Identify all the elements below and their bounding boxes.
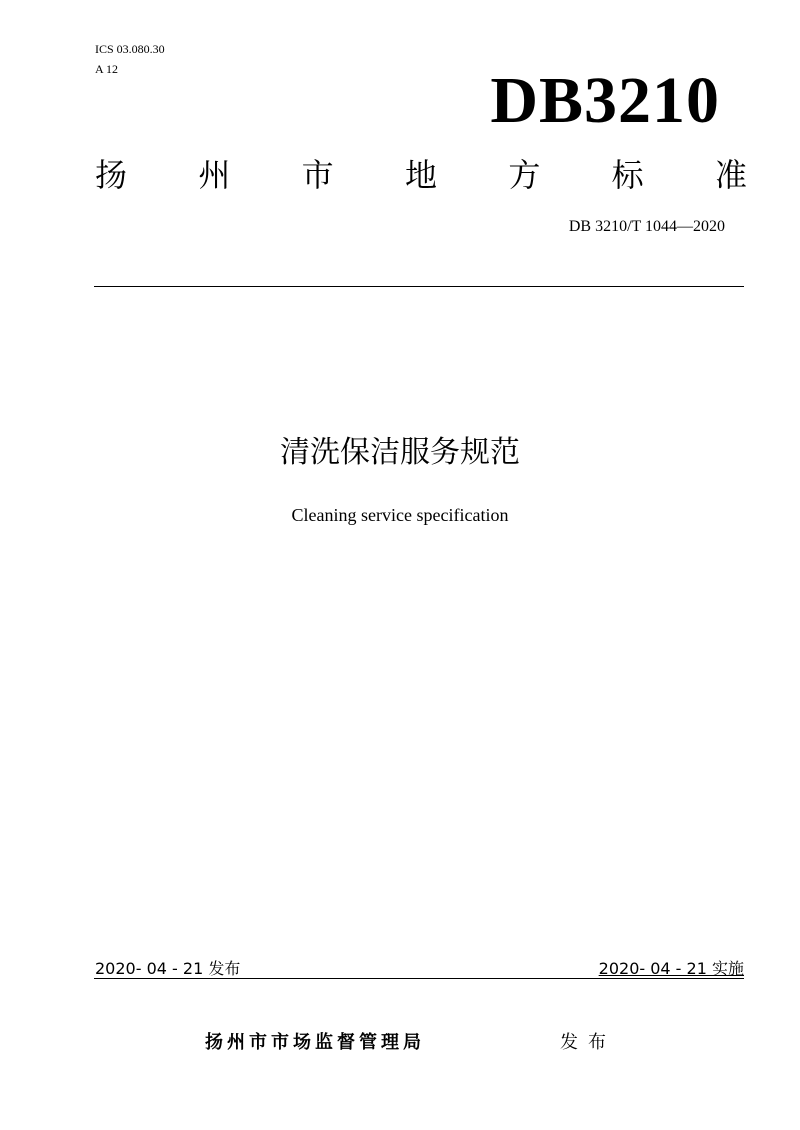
standard-number: DB 3210/T 1044—2020 <box>568 218 725 235</box>
standard-type-char: 标 <box>611 156 644 194</box>
ics-code: ICS 03.080.30 <box>95 42 165 56</box>
standard-type-char: 市 <box>301 156 334 194</box>
publish-label: 发布 <box>560 1032 616 1053</box>
implementation-date: 2020- 04 - 21 实施 <box>598 959 744 978</box>
document-title-english: Cleaning service specification <box>291 505 509 525</box>
document-title-chinese: 清洗保洁服务规范 <box>280 435 520 470</box>
standard-type-char: 准 <box>714 156 747 194</box>
header-divider <box>94 286 744 287</box>
standard-type-char: 州 <box>198 156 231 194</box>
classification-code: A 12 <box>95 62 119 76</box>
publisher-name: 扬州市市场监督管理局 <box>205 1032 425 1053</box>
issue-date: 2020- 04 - 21 发布 <box>95 959 241 978</box>
standard-type-char: 扬 <box>95 156 128 194</box>
db-logo: DB3210 <box>490 64 720 137</box>
footer-divider <box>94 978 744 979</box>
standard-type-heading <box>95 156 747 194</box>
standard-type-char: 方 <box>508 156 541 194</box>
standard-type-char: 地 <box>404 156 437 194</box>
